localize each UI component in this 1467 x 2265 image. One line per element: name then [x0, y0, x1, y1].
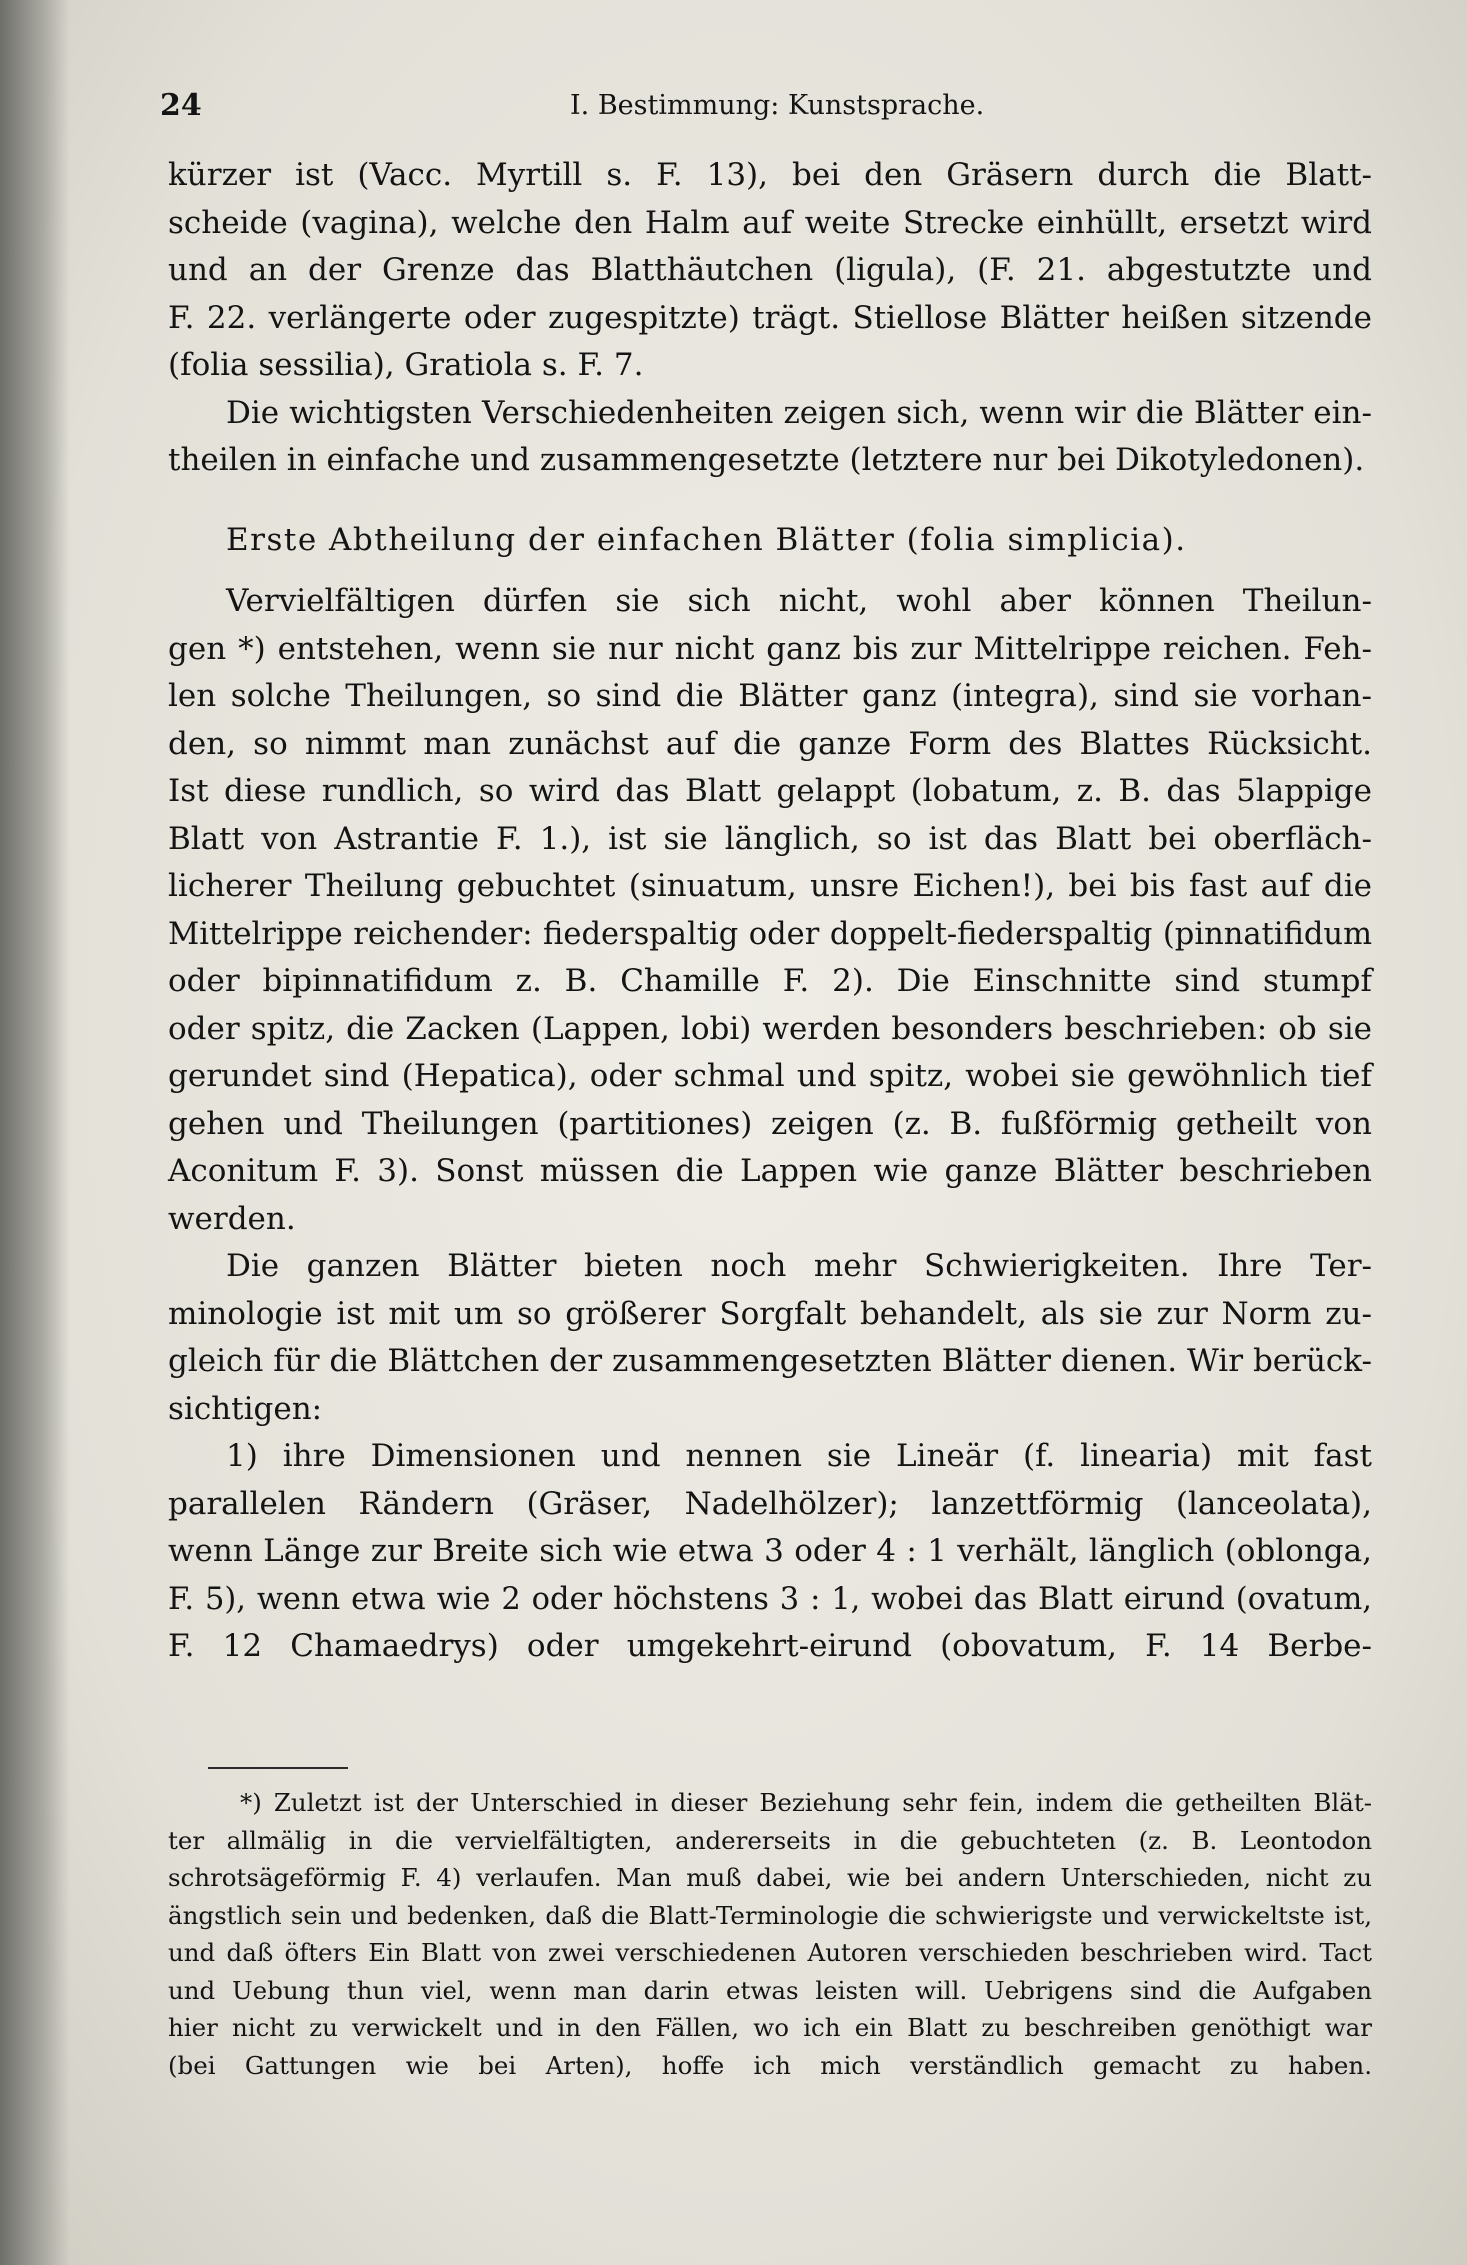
text-line: Ist diese rundlich, so wird das Blatt gelappt (lobatum, z. B. das 5lappige	[168, 773, 1372, 809]
footnote	[168, 1784, 1372, 2084]
page-number: 24	[160, 88, 202, 123]
main-text	[168, 152, 1372, 1671]
text-line: oder spitz, die Zacken (Lappen, lobi) werden besonders beschrieben: ob sie	[168, 1010, 1372, 1047]
footnote-line: (bei Gattungen wie bei Arten), hoffe ich mich verständlich gemacht zu haben.	[168, 2050, 1372, 2080]
text-line: licherer Theilung gebuchtet (sinuatum, unsre Eichen!), bei bis fast auf die	[168, 868, 1372, 904]
footnote-line: und daß öfters Ein Blatt von zwei verschiedenen Autoren verschieden beschrieben wird. Tact	[168, 1938, 1372, 1967]
text-line: Die ganzen Blätter bieten noch mehr Schwierigkeiten. Ihre Ter-	[226, 1248, 1372, 1284]
footnote-line: schrotsägeförmig F. 4) verlaufen. Man muß dabei, wie bei andern Unterschieden, nicht zu	[168, 1863, 1372, 1892]
footnote-rule	[208, 1767, 348, 1769]
text-line: scheide (vagina), welche den Halm auf weite Strecke einhüllt, ersetzt wird	[168, 204, 1372, 241]
text-line: (folia sessilia), Gratiola s. F. 7.	[168, 347, 644, 383]
footnote-line: ter allmälig in die vervielfältigten, andererseits in die gebuchteten (z. B. Leontodon	[168, 1825, 1372, 1855]
text-line: oder bipinnatifidum z. B. Chamille F. 2). Die Einschnitte sind stumpf	[168, 963, 1372, 999]
text-line: gerundet sind (Hepatica), oder schmal und spitz, wobei sie gewöhnlich tief	[168, 1058, 1372, 1094]
text-line: parallelen Rändern (Gräser, Nadelhölzer); lanzettförmig (lanceolata),	[168, 1485, 1372, 1522]
text-line: Aconitum F. 3). Sonst müssen die Lappen wie ganze Blätter beschrieben	[168, 1153, 1372, 1189]
footnote-line: und Uebung thun viel, wenn man darin etwas leisten will. Uebrigens sind die Aufgaben	[168, 1975, 1372, 2005]
text-line: kürzer ist (Vacc. Myrtill s. F. 13), bei den Gräsern durch die Blatt-	[168, 157, 1372, 193]
text-line: 1) ihre Dimensionen und nennen sie Lineär (f. linearia) mit fast	[226, 1438, 1372, 1474]
text-line: Die wichtigsten Verschiedenheiten zeigen sich, wenn wir die Blätter ein-	[226, 394, 1372, 431]
text-line: gen *) entstehen, wenn sie nur nicht ganz bis zur Mittelrippe reichen. Feh-	[168, 630, 1372, 667]
text-line: F. 12 Chamaedrys) oder umgekehrt-eirund (obovatum, F. 14 Berbe-	[168, 1628, 1372, 1664]
text-line: wenn Länge zur Breite sich wie etwa 3 oder 4 : 1 verhält, länglich (oblonga,	[168, 1533, 1372, 1569]
text-line: Mittelrippe reichender: fiederspaltig oder doppelt-fiederspaltig (pinnatifidum	[168, 916, 1372, 952]
text-line: theilen in einfache und zusammengesetzte (letztere nur bei Dikotyledonen).	[168, 442, 1365, 478]
text-line: gehen und Theilungen (partitiones) zeigen (z. B. fußförmig getheilt von	[168, 1105, 1372, 1142]
text-line: gleich für die Blättchen der zusammengesetzten Blätter dienen. Wir berück-	[168, 1343, 1372, 1379]
text-line: sichtigen:	[168, 1390, 323, 1427]
text-line: minologie ist mit um so größerer Sorgfalt behandelt, als sie zur Norm zu-	[168, 1295, 1372, 1332]
text-line: len solche Theilungen, so sind die Blätter ganz (integra), sind sie vorhan-	[168, 678, 1372, 714]
running-head: I. Bestimmung: Kunstsprache.	[570, 90, 985, 121]
text-line: Blatt von Astrantie F. 1.), ist sie länglich, so ist das Blatt bei oberfläch-	[168, 820, 1372, 857]
footnote-line: *) Zuletzt ist der Unterschied in dieser Beziehung sehr fein, indem die getheilten Blät-	[240, 1788, 1372, 1817]
page-header	[160, 88, 1360, 128]
section-heading: Erste Abtheilung der einfachen Blätter (folia simplicia).	[226, 521, 1187, 558]
page-gutter-shadow	[0, 0, 70, 2265]
text-line: werden.	[168, 1200, 296, 1237]
text-line: F. 5), wenn etwa wie 2 oder höchstens 3 : 1, wobei das Blatt eirund (ovatum,	[168, 1581, 1372, 1617]
text-line: F. 22. verlängerte oder zugespitzte) trägt. Stiellose Blätter heißen sitzende	[168, 299, 1372, 336]
text-line: und an der Grenze das Blatthäutchen (ligula), (F. 21. abgestutzte und	[168, 252, 1372, 288]
footnote-line: hier nicht zu verwickelt und in den Fällen, wo ich ein Blatt zu beschreiben genöthigt war	[168, 2013, 1372, 2042]
footnote-line: ängstlich sein und bedenken, daß die Blatt-Terminologie die schwierigste und verwickeltste ist,	[168, 1900, 1372, 1930]
text-line: den, so nimmt man zunächst auf die ganze Form des Blattes Rücksicht.	[168, 725, 1372, 762]
text-line: Vervielfältigen dürfen sie sich nicht, wohl aber können Theilun-	[226, 583, 1372, 619]
